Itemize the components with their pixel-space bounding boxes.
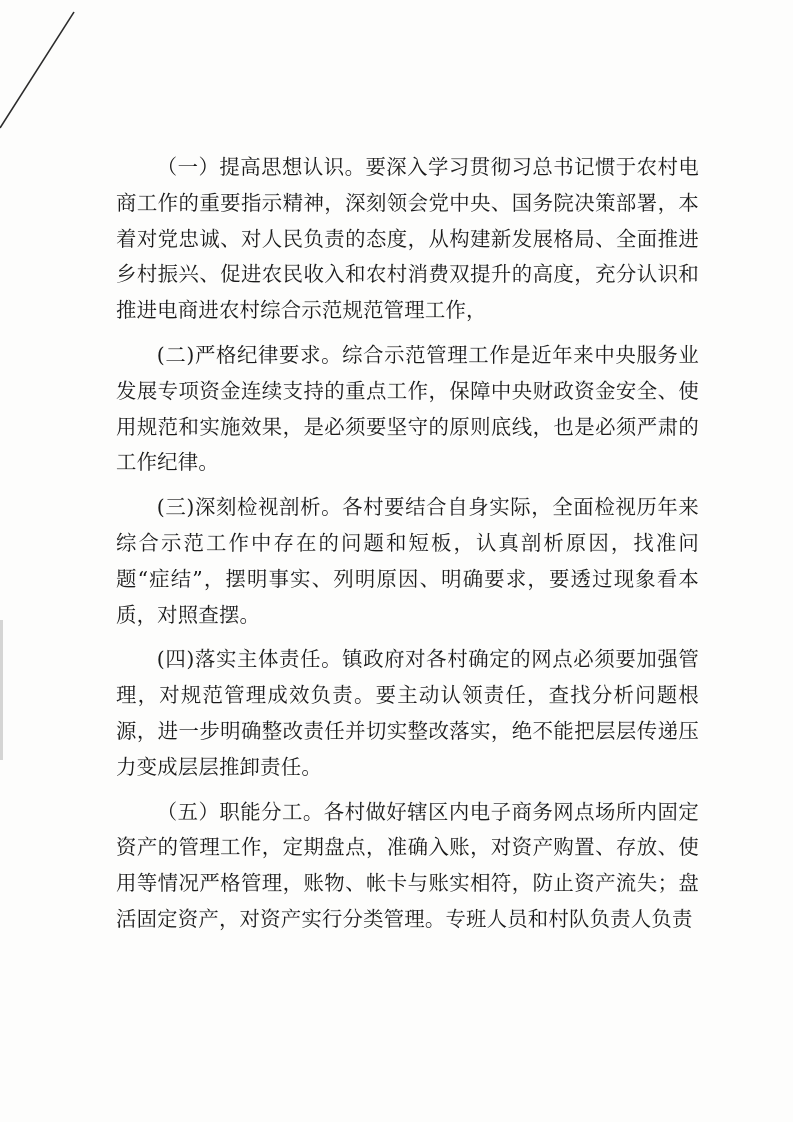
scan-diagonal-line (0, 12, 74, 128)
paragraph-raise-awareness: （一）提高思想认识。要深入学习贯彻习总书记惯于农村电商工作的重要指示精神，深刻领会党中央、国务院决策部署，本着对党忠诚、对人民负责的态度，从构建新发展格局、全面推进乡村振兴、促进农民收入和农村消费双提升的高度，充分认识和推进电商进农村综合示范规范管理工作， (116, 155, 699, 323)
paragraph-main-responsibility: (四)落实主体责任。镇政府对各村确定的网点必须要加强管理，对规范管理成效负责。要主动认领责任，查找分析问题根源，进一步明确整改责任并切实整改落实，绝不能把层层传递压力变成层层推卸责任。 (116, 647, 699, 779)
paragraph-self-examination: (三)深刻检视剖析。各村要结合自身实际，全面检视历年来综合示范工作中存在的问题和短板，认真剖析原因，找准问题“症结”，摆明事实、列明原因、明确要求，要透过现象看本质，对照查摆。 (116, 495, 699, 627)
paragraph-discipline-requirements: (二)严格纪律要求。综合示范管理工作是近年来中央服务业发展专项资金连续支持的重点工作，保障中央财政资金安全、使用规范和实施效果，是必须要坚守的原则底线，也是必须严肃的工作纪律。 (116, 342, 699, 475)
paragraph-division-of-duties: （五）职能分工。各村做好辖区内电子商务网点场所内固定资产的管理工作，定期盘点，准确入账，对资产购置、存放、使用等情况严格管理，账物、帐卡与账实相符，防止资产流失；盘活固定资产，对资产实行分类管理。专班人员和村队负责人负责 (116, 799, 699, 931)
scan-left-edge-shadow (0, 620, 3, 760)
document-body (116, 150, 699, 947)
